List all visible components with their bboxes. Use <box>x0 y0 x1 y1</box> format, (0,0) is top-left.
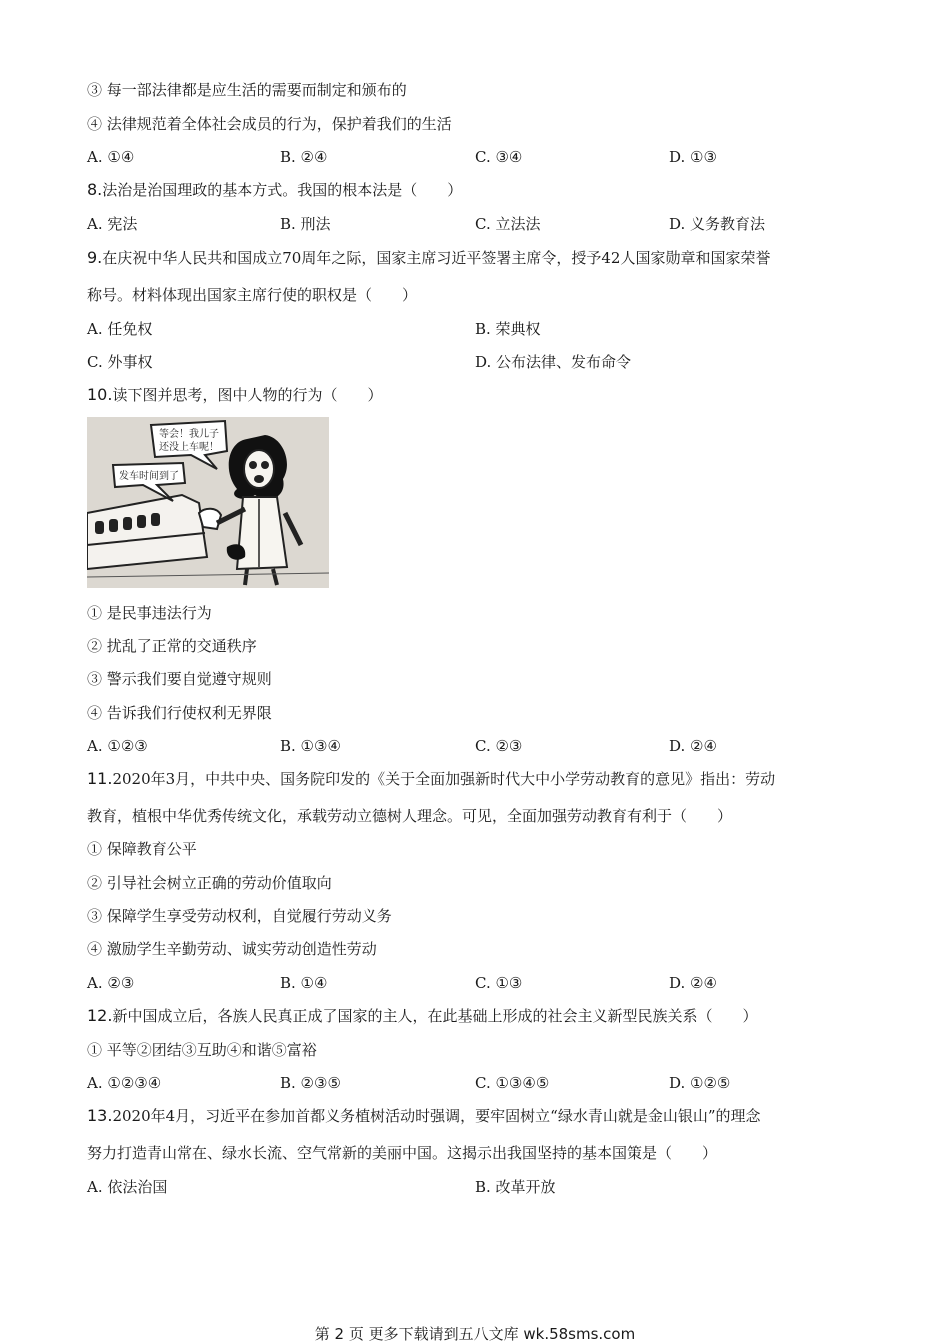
question-10 <box>87 385 382 405</box>
option-c: C. ②③ <box>475 737 523 755</box>
option-d: D. ②④ <box>669 974 717 992</box>
question-number: 12. <box>87 1006 113 1025</box>
question-number: 8. <box>87 180 103 199</box>
q10-statement-2: ② 扰乱了正常的交通秩序 <box>87 637 257 655</box>
option-a: A. ①②③ <box>87 737 148 755</box>
q11-statement-1: ① 保障教育公平 <box>87 840 197 858</box>
option-d: D. 公布法律、发布命令 <box>475 353 632 371</box>
question-text: 新中国成立后，各族人民真正成了国家的主人，在此基础上形成的社会主义新型民族关系（ ） <box>112 1007 758 1025</box>
q11-statement-4: ④ 激励学生辛勤劳动、诚实劳动创造性劳动 <box>87 940 377 958</box>
question-number: 9. <box>87 248 103 267</box>
question-9-cont: 称号。材料体现出国家主席行使的职权是（ ） <box>87 286 418 304</box>
question-text: 在庆祝中华人民共和国成立70周年之际，国家主席习近平签署主席令，授予42人国家勋章和国家荣誉 <box>102 249 771 267</box>
q10-statement-3: ③ 警示我们要自觉遵守规则 <box>87 670 272 688</box>
q8-options <box>87 214 877 234</box>
option-c: C. ③④ <box>475 148 523 166</box>
q10-statement-1: ① 是民事违法行为 <box>87 604 212 622</box>
question-text: 读下图并思考，图中人物的行为（ ） <box>112 386 383 404</box>
option-a: A. ①④ <box>87 148 135 166</box>
question-number: 10. <box>87 385 113 404</box>
q9-options-row1 <box>87 319 877 339</box>
q12-options <box>87 1073 877 1093</box>
question-number: 13. <box>87 1106 113 1125</box>
option-a: A. 依法治国 <box>87 1178 168 1196</box>
speech-bubble-line1: 等会！我儿子 <box>159 429 219 440</box>
q12-statement: ① 平等②团结③互助④和谐⑤富裕 <box>87 1041 317 1059</box>
option-b: B. ①③④ <box>280 737 341 755</box>
option-a: A. ②③ <box>87 974 135 992</box>
question-13 <box>87 1106 761 1126</box>
option-b: B. 改革开放 <box>475 1178 556 1196</box>
option-b: B. ②④ <box>280 148 328 166</box>
q10-options <box>87 736 877 756</box>
question-text: 2020年4月，习近平在参加首都义务植树活动时强调，要牢固树立“绿水青山就是金山银山”的理念 <box>112 1107 761 1125</box>
question-12 <box>87 1006 757 1026</box>
q11-statement-2: ② 引导社会树立正确的劳动价值取向 <box>87 874 332 892</box>
option-a: A. ①②③④ <box>87 1074 162 1092</box>
q7-options <box>87 147 877 167</box>
option-b: B. 荣典权 <box>475 320 541 338</box>
option-c: C. 立法法 <box>475 215 541 233</box>
q13-options <box>87 1177 877 1197</box>
question-number: 11. <box>87 769 113 788</box>
cartoon-figure <box>87 417 329 588</box>
option-d: D. ②④ <box>669 737 717 755</box>
page-footer: 第 2 页 更多下载请到五八文库 wk.58sms.com <box>314 1325 636 1343</box>
option-d: D. ①③ <box>669 148 717 166</box>
question-11 <box>87 769 775 789</box>
q11-statement-3: ③ 保障学生享受劳动权利，自觉履行劳动义务 <box>87 907 392 925</box>
q9-options-row2 <box>87 352 877 372</box>
option-d: D. 义务教育法 <box>669 215 766 233</box>
option-a: A. 宪法 <box>87 215 138 233</box>
question-9 <box>87 248 770 268</box>
option-b: B. ①④ <box>280 974 328 992</box>
question-11-cont: 教育，植根中华优秀传统文化，承载劳动立德树人理念。可见，全面加强劳动教育有利于（ ） <box>87 807 733 825</box>
option-b: B. ②③⑤ <box>280 1074 341 1092</box>
cartoon-illustration <box>87 417 329 588</box>
option-a: A. 任免权 <box>87 320 153 338</box>
question-text: 法治是治国理政的基本方式。我国的根本法是（ ） <box>102 181 463 199</box>
question-text: 2020年3月，中共中央、国务院印发的《关于全面加强新时代大中小学劳动教育的意见》指出：劳动 <box>112 770 776 788</box>
option-c: C. 外事权 <box>87 353 153 371</box>
statement-3: ③ 每一部法律都是应生活的需要而制定和颁布的 <box>87 81 407 99</box>
question-13-cont: 努力打造青山常在、绿水长流、空气常新的美丽中国。这揭示出我国坚持的基本国策是（ ） <box>87 1144 718 1162</box>
option-b: B. 刑法 <box>280 215 331 233</box>
departure-bubble-text: 发车时间到了 <box>119 471 179 482</box>
statement-4: ④ 法律规范着全体社会成员的行为，保护着我们的生活 <box>87 115 452 133</box>
q11-options <box>87 973 877 993</box>
speech-bubble-line2: 还没上车呢！ <box>159 442 219 453</box>
question-8 <box>87 180 462 200</box>
option-d: D. ①②⑤ <box>669 1074 731 1092</box>
option-c: C. ①③④⑤ <box>475 1074 550 1092</box>
q10-statement-4: ④ 告诉我们行使权利无界限 <box>87 704 272 722</box>
option-c: C. ①③ <box>475 974 523 992</box>
